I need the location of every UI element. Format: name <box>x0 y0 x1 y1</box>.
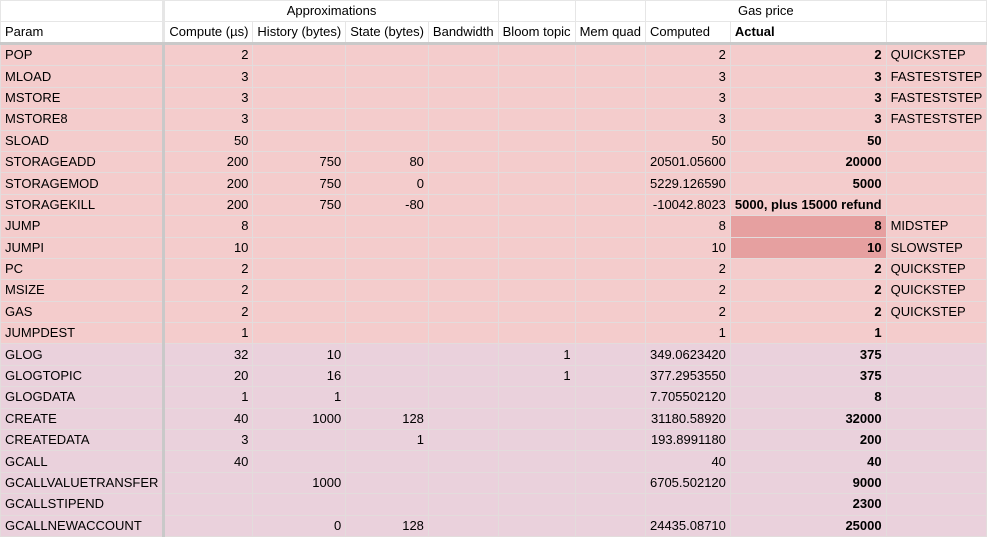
cell-actual[interactable]: 2300 <box>730 494 886 515</box>
cell-history[interactable] <box>253 44 346 66</box>
cell-compute[interactable]: 200 <box>164 173 253 194</box>
cell-compute[interactable]: 50 <box>164 130 253 151</box>
cell-history[interactable] <box>253 323 346 344</box>
cell-state[interactable]: 1 <box>346 430 429 451</box>
cell-memquad[interactable] <box>575 258 645 279</box>
col-header-computed[interactable]: Computed <box>645 22 730 44</box>
cell-compute[interactable]: 200 <box>164 151 253 172</box>
cell-actual[interactable]: 50 <box>730 130 886 151</box>
cell-note[interactable] <box>886 387 987 408</box>
cell-actual[interactable]: 3 <box>730 109 886 130</box>
cell-actual[interactable]: 8 <box>730 216 886 237</box>
cell-state[interactable]: 128 <box>346 515 429 536</box>
cell-note[interactable]: MIDSTEP <box>886 216 987 237</box>
cell-compute[interactable]: 1 <box>164 323 253 344</box>
cell-history[interactable]: 1000 <box>253 408 346 429</box>
cell-history[interactable]: 750 <box>253 173 346 194</box>
table-row <box>1 451 987 472</box>
cell-actual[interactable]: 5000 <box>730 173 886 194</box>
cell-note[interactable]: FASTESTSTEP <box>886 109 987 130</box>
col-header-actual[interactable]: Actual <box>730 22 886 44</box>
cell-compute[interactable]: 3 <box>164 66 253 87</box>
cell-bandwidth[interactable] <box>428 430 498 451</box>
cell-memquad[interactable] <box>575 151 645 172</box>
cell-memquad[interactable] <box>575 130 645 151</box>
cell-actual[interactable]: 5000, plus 15000 refund <box>730 194 886 215</box>
cell-bloom[interactable] <box>498 472 575 493</box>
cell-state[interactable] <box>346 301 429 322</box>
cell-history[interactable] <box>253 87 346 108</box>
cell-memquad[interactable] <box>575 515 645 536</box>
cell-actual[interactable]: 375 <box>730 344 886 365</box>
table-row <box>1 130 987 151</box>
col-header-state[interactable]: State (bytes) <box>346 22 429 44</box>
cell-memquad[interactable] <box>575 194 645 215</box>
table-row <box>1 323 987 344</box>
cell-state[interactable]: 80 <box>346 151 429 172</box>
cell-computed[interactable]: 2 <box>645 280 730 301</box>
cell-param[interactable]: STORAGEADD <box>1 151 164 172</box>
cell-history[interactable] <box>253 66 346 87</box>
col-header-note[interactable] <box>886 22 987 44</box>
table-row <box>1 87 987 108</box>
cell-actual[interactable]: 32000 <box>730 408 886 429</box>
cell-param[interactable]: MSTORE <box>1 87 164 108</box>
cell-memquad[interactable] <box>575 109 645 130</box>
cell-actual[interactable]: 10 <box>730 237 886 258</box>
cell-bandwidth[interactable] <box>428 301 498 322</box>
cell-bandwidth[interactable] <box>428 130 498 151</box>
cell-bandwidth[interactable] <box>428 323 498 344</box>
cell-note[interactable] <box>886 130 987 151</box>
cell[interactable] <box>886 1 987 22</box>
cell-bloom[interactable] <box>498 87 575 108</box>
cell-history[interactable] <box>253 494 346 515</box>
cell-actual[interactable]: 2 <box>730 280 886 301</box>
cell-computed[interactable]: 2 <box>645 258 730 279</box>
cell-param[interactable]: GCALLVALUETRANSFER <box>1 472 164 493</box>
cell-state[interactable] <box>346 344 429 365</box>
cell[interactable] <box>1 1 164 22</box>
cell-bandwidth[interactable] <box>428 237 498 258</box>
cell-bandwidth[interactable] <box>428 216 498 237</box>
cell-computed[interactable]: 193.8991180 <box>645 430 730 451</box>
cell-state[interactable]: 0 <box>346 173 429 194</box>
cell-compute[interactable]: 3 <box>164 87 253 108</box>
col-header-bandwidth[interactable]: Bandwidth <box>428 22 498 44</box>
cell[interactable] <box>498 1 575 22</box>
cell-bloom[interactable] <box>498 151 575 172</box>
cell-memquad[interactable] <box>575 301 645 322</box>
cell-memquad[interactable] <box>575 323 645 344</box>
cell-bandwidth[interactable] <box>428 451 498 472</box>
cell-computed[interactable]: 31180.58920 <box>645 408 730 429</box>
column-header-row <box>1 22 987 44</box>
col-header-param[interactable]: Param <box>1 22 164 44</box>
cell-computed[interactable]: -10042.8023 <box>645 194 730 215</box>
cell-compute[interactable]: 10 <box>164 237 253 258</box>
cell-bandwidth[interactable] <box>428 515 498 536</box>
cell-bandwidth[interactable] <box>428 173 498 194</box>
cell-param[interactable]: JUMPDEST <box>1 323 164 344</box>
cell-history[interactable]: 750 <box>253 151 346 172</box>
cell-history[interactable] <box>253 451 346 472</box>
cell-computed[interactable] <box>645 494 730 515</box>
cell-note[interactable]: FASTESTSTEP <box>886 87 987 108</box>
cell-param[interactable]: PC <box>1 258 164 279</box>
cell-bandwidth[interactable] <box>428 408 498 429</box>
cell-memquad[interactable] <box>575 365 645 386</box>
cell-state[interactable] <box>346 451 429 472</box>
cell-history[interactable] <box>253 130 346 151</box>
cell-bloom[interactable] <box>498 323 575 344</box>
table-row <box>1 280 987 301</box>
cell-state[interactable]: 128 <box>346 408 429 429</box>
cell-state[interactable] <box>346 494 429 515</box>
cell-bandwidth[interactable] <box>428 258 498 279</box>
cell-computed[interactable]: 3 <box>645 87 730 108</box>
cell-computed[interactable]: 3 <box>645 109 730 130</box>
cell-param[interactable]: GLOG <box>1 344 164 365</box>
cell-note[interactable] <box>886 365 987 386</box>
cell-compute[interactable]: 40 <box>164 451 253 472</box>
cell-state[interactable] <box>346 216 429 237</box>
cell-memquad[interactable] <box>575 408 645 429</box>
cell-actual[interactable]: 3 <box>730 87 886 108</box>
cell-computed[interactable]: 50 <box>645 130 730 151</box>
cell-history[interactable] <box>253 280 346 301</box>
cell-bandwidth[interactable] <box>428 387 498 408</box>
cell-history[interactable]: 750 <box>253 194 346 215</box>
cell-state[interactable] <box>346 44 429 66</box>
col-header-bloom[interactable]: Bloom topic <box>498 22 575 44</box>
cell-history[interactable]: 1000 <box>253 472 346 493</box>
cell-compute[interactable]: 2 <box>164 280 253 301</box>
cell-param[interactable]: GCALL <box>1 451 164 472</box>
table-row <box>1 472 987 493</box>
cell-computed[interactable]: 8 <box>645 216 730 237</box>
table-row <box>1 66 987 87</box>
cell-param[interactable]: STORAGEMOD <box>1 173 164 194</box>
cell-note[interactable] <box>886 194 987 215</box>
cell-bloom[interactable] <box>498 66 575 87</box>
cell-bandwidth[interactable] <box>428 194 498 215</box>
cell-bandwidth[interactable] <box>428 280 498 301</box>
col-header-memquad[interactable]: Mem quad <box>575 22 645 44</box>
cell-state[interactable] <box>346 87 429 108</box>
cell-note[interactable]: FASTESTSTEP <box>886 66 987 87</box>
cell-computed[interactable]: 24435.08710 <box>645 515 730 536</box>
cell-note[interactable]: SLOWSTEP <box>886 237 987 258</box>
cell-history[interactable] <box>253 258 346 279</box>
cell-memquad[interactable] <box>575 237 645 258</box>
cell-bloom[interactable]: 1 <box>498 365 575 386</box>
cell-note[interactable]: QUICKSTEP <box>886 44 987 66</box>
cell-actual[interactable]: 40 <box>730 451 886 472</box>
cell-bloom[interactable] <box>498 301 575 322</box>
cell-state[interactable] <box>346 237 429 258</box>
cell-history[interactable] <box>253 109 346 130</box>
cell-compute[interactable]: 3 <box>164 430 253 451</box>
cell-memquad[interactable] <box>575 387 645 408</box>
table-row <box>1 515 987 536</box>
cell-history[interactable]: 1 <box>253 387 346 408</box>
cell-state[interactable] <box>346 109 429 130</box>
cell-history[interactable]: 16 <box>253 365 346 386</box>
cell-bloom[interactable] <box>498 237 575 258</box>
cell-compute[interactable] <box>164 472 253 493</box>
cell-computed[interactable]: 40 <box>645 451 730 472</box>
cell-memquad[interactable] <box>575 451 645 472</box>
cell-state[interactable] <box>346 472 429 493</box>
cell-state[interactable] <box>346 130 429 151</box>
cell-state[interactable] <box>346 280 429 301</box>
cell-state[interactable]: -80 <box>346 194 429 215</box>
cell-history[interactable] <box>253 430 346 451</box>
cell-actual[interactable]: 2 <box>730 44 886 66</box>
cell-param[interactable]: MLOAD <box>1 66 164 87</box>
cell-compute[interactable]: 2 <box>164 258 253 279</box>
cell-history[interactable]: 0 <box>253 515 346 536</box>
header-gas-price[interactable]: Gas price <box>645 1 886 22</box>
cell-actual[interactable]: 3 <box>730 66 886 87</box>
cell-param[interactable]: STORAGEKILL <box>1 194 164 215</box>
cell-bandwidth[interactable] <box>428 109 498 130</box>
cell-compute[interactable] <box>164 494 253 515</box>
cell-param[interactable]: GCALLSTIPEND <box>1 494 164 515</box>
table-row <box>1 194 987 215</box>
cell-compute[interactable]: 20 <box>164 365 253 386</box>
cell-actual[interactable]: 2 <box>730 258 886 279</box>
cell-bloom[interactable] <box>498 515 575 536</box>
col-header-compute[interactable]: Compute (µs) <box>164 22 253 44</box>
cell-param[interactable]: CREATEDATA <box>1 430 164 451</box>
cell-note[interactable] <box>886 323 987 344</box>
cell-note[interactable]: QUICKSTEP <box>886 301 987 322</box>
cell-note[interactable] <box>886 430 987 451</box>
cell-bandwidth[interactable] <box>428 151 498 172</box>
cell-memquad[interactable] <box>575 66 645 87</box>
table-row <box>1 151 987 172</box>
cell-param[interactable]: POP <box>1 44 164 66</box>
cell-compute[interactable]: 2 <box>164 301 253 322</box>
cell-note[interactable]: QUICKSTEP <box>886 280 987 301</box>
cell-param[interactable]: CREATE <box>1 408 164 429</box>
cell-actual[interactable]: 8 <box>730 387 886 408</box>
table-row <box>1 44 987 66</box>
cell-param[interactable]: GLOGTOPIC <box>1 365 164 386</box>
cell-note[interactable] <box>886 344 987 365</box>
cell-memquad[interactable] <box>575 173 645 194</box>
cell-computed[interactable]: 10 <box>645 237 730 258</box>
cell-computed[interactable]: 2 <box>645 44 730 66</box>
cell-param[interactable]: MSTORE8 <box>1 109 164 130</box>
cell-actual[interactable]: 25000 <box>730 515 886 536</box>
cell-memquad[interactable] <box>575 44 645 66</box>
cell-state[interactable] <box>346 258 429 279</box>
cell[interactable] <box>575 1 645 22</box>
cell-param[interactable]: GLOGDATA <box>1 387 164 408</box>
cell-computed[interactable]: 1 <box>645 323 730 344</box>
cell-state[interactable] <box>346 387 429 408</box>
cell-computed[interactable]: 6705.502120 <box>645 472 730 493</box>
cell-note[interactable] <box>886 451 987 472</box>
cell-computed[interactable]: 7.705502120 <box>645 387 730 408</box>
cell-bloom[interactable] <box>498 387 575 408</box>
cell-compute[interactable]: 32 <box>164 344 253 365</box>
cell-computed[interactable]: 3 <box>645 66 730 87</box>
table-row <box>1 344 987 365</box>
cell-param[interactable]: GCALLNEWACCOUNT <box>1 515 164 536</box>
cell-bloom[interactable] <box>498 44 575 66</box>
cell-bloom[interactable]: 1 <box>498 344 575 365</box>
cell-bandwidth[interactable] <box>428 365 498 386</box>
cell-bloom[interactable] <box>498 430 575 451</box>
cell-bandwidth[interactable] <box>428 494 498 515</box>
cell-note[interactable] <box>886 408 987 429</box>
cell-actual[interactable]: 375 <box>730 365 886 386</box>
header-group-row <box>1 1 987 22</box>
cell-history[interactable] <box>253 237 346 258</box>
cell-note[interactable] <box>886 472 987 493</box>
cell-bloom[interactable] <box>498 216 575 237</box>
cell-computed[interactable]: 2 <box>645 301 730 322</box>
cell-bloom[interactable] <box>498 280 575 301</box>
cell-memquad[interactable] <box>575 216 645 237</box>
col-header-history[interactable]: History (bytes) <box>253 22 346 44</box>
table-row <box>1 216 987 237</box>
cell-bloom[interactable] <box>498 451 575 472</box>
cell-compute[interactable]: 1 <box>164 387 253 408</box>
cell-param[interactable]: MSIZE <box>1 280 164 301</box>
cell-actual[interactable]: 20000 <box>730 151 886 172</box>
cell-bloom[interactable] <box>498 194 575 215</box>
table-row <box>1 408 987 429</box>
cell-bloom[interactable] <box>498 109 575 130</box>
cell-compute[interactable]: 8 <box>164 216 253 237</box>
cell-actual[interactable]: 1 <box>730 323 886 344</box>
cell-memquad[interactable] <box>575 472 645 493</box>
table-row <box>1 173 987 194</box>
cell-computed[interactable]: 377.2953550 <box>645 365 730 386</box>
cell-param[interactable]: JUMP <box>1 216 164 237</box>
cell-note[interactable]: QUICKSTEP <box>886 258 987 279</box>
cell-note[interactable] <box>886 494 987 515</box>
cell-bandwidth[interactable] <box>428 44 498 66</box>
cell-memquad[interactable] <box>575 87 645 108</box>
cell-bloom[interactable] <box>498 258 575 279</box>
header-approximations[interactable]: Approximations <box>164 1 498 22</box>
cell-bandwidth[interactable] <box>428 472 498 493</box>
cell-bandwidth[interactable] <box>428 87 498 108</box>
cell-computed[interactable]: 349.0623420 <box>645 344 730 365</box>
cell-history[interactable] <box>253 301 346 322</box>
cell-history[interactable] <box>253 216 346 237</box>
cell-bandwidth[interactable] <box>428 344 498 365</box>
table-row <box>1 430 987 451</box>
table-row <box>1 387 987 408</box>
cell-memquad[interactable] <box>575 494 645 515</box>
cell-state[interactable] <box>346 323 429 344</box>
cell-actual[interactable]: 200 <box>730 430 886 451</box>
cell-computed[interactable]: 5229.126590 <box>645 173 730 194</box>
table-row <box>1 494 987 515</box>
cell-actual[interactable]: 9000 <box>730 472 886 493</box>
table-row <box>1 365 987 386</box>
cell-compute[interactable]: 200 <box>164 194 253 215</box>
cell-bloom[interactable] <box>498 408 575 429</box>
cell-param[interactable]: GAS <box>1 301 164 322</box>
cell-param[interactable]: SLOAD <box>1 130 164 151</box>
cell-state[interactable] <box>346 365 429 386</box>
cell-compute[interactable] <box>164 515 253 536</box>
cell-compute[interactable]: 40 <box>164 408 253 429</box>
cell-computed[interactable]: 20501.05600 <box>645 151 730 172</box>
cell-memquad[interactable] <box>575 430 645 451</box>
cell-bloom[interactable] <box>498 173 575 194</box>
cell-memquad[interactable] <box>575 280 645 301</box>
table-row <box>1 258 987 279</box>
table-row <box>1 301 987 322</box>
cell-bandwidth[interactable] <box>428 66 498 87</box>
cell-state[interactable] <box>346 66 429 87</box>
cell-note[interactable] <box>886 173 987 194</box>
cell-bloom[interactable] <box>498 494 575 515</box>
cell-note[interactable] <box>886 151 987 172</box>
cell-actual[interactable]: 2 <box>730 301 886 322</box>
cell-compute[interactable]: 2 <box>164 44 253 66</box>
cell-param[interactable]: JUMPI <box>1 237 164 258</box>
cell-memquad[interactable] <box>575 344 645 365</box>
cell-history[interactable]: 10 <box>253 344 346 365</box>
cell-note[interactable] <box>886 515 987 536</box>
cell-compute[interactable]: 3 <box>164 109 253 130</box>
cell-bloom[interactable] <box>498 130 575 151</box>
table-row <box>1 109 987 130</box>
table-row <box>1 237 987 258</box>
